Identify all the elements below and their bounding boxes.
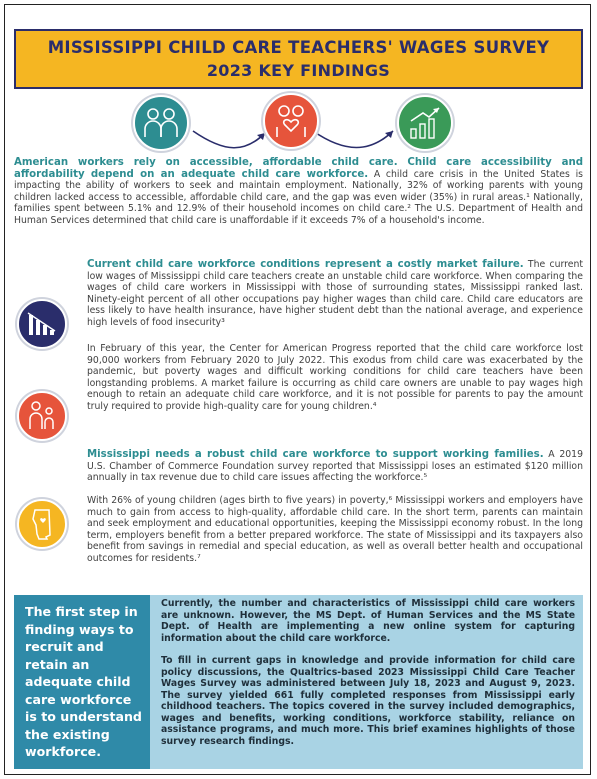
section-workforce-needs	[87, 449, 583, 484]
intro-body: A child care crisis in the United States is impacting the ability of workers to seek and maintain employment. Nationally, 32% of working parents with young children lacked access to accessible, affordable child care, and the gap was even wider (35%) in rural areas.¹ Nationally, families spent between 5.1% and 12.9% of their household incomes on child care.² The U.S. Department of Health and Human Services determined that child care is unaffordable if it exceeds 7% of a household's income.	[14, 168, 583, 226]
parent-child-icon	[17, 391, 67, 441]
section3-lead: Mississippi needs a robust child care workforce to support working families.	[87, 449, 544, 460]
callout-box: The first step in finding ways to recruit and retain an adequate child care workforce is to understand the existing workforce.	[14, 595, 150, 769]
workers-icon	[133, 95, 189, 151]
intro-paragraph	[14, 157, 583, 227]
mississippi-map-icon	[17, 499, 67, 549]
growth-chart-icon	[397, 95, 453, 151]
title-banner	[14, 29, 583, 89]
section2-lead: Current child care workforce conditions represent a costly market failure.	[87, 259, 524, 270]
bottom-paragraph2: To fill in current gaps in knowledge and provide information for child care policy discussions, the Qualtrics-based 2023 Mississippi Child Care Teacher Wages Survey was administered between July 18, 2023 and August 9, 2023. The survey yielded 661 fully completed responses from Mississippi early childhood teachers. The topics covered in the survey included demographics, wages and benefits, working conditions, workforce stability, reliance on assistance programs, and much more. This brief examines highlights of those survey research findings.	[161, 655, 575, 747]
page-title: MISSISSIPPI CHILD CARE TEACHERS' WAGES SURVEY	[47, 38, 550, 57]
page-subtitle: 2023 KEY FINDINGS	[206, 61, 391, 80]
family-icon	[263, 93, 319, 149]
intro-lead: American workers rely on accessible, affordable child care. Child care accessibility and affordability depend on an adequate child care workforce.	[14, 157, 583, 180]
section-market-failure	[87, 259, 583, 329]
declining-chart-icon	[17, 299, 67, 349]
section3-body: A 2019 U.S. Chamber of Commerce Foundation survey reported that Mississippi loses an estimated $120 million annually in tax revenue due to child care issues affecting the workforce.⁵	[87, 449, 583, 484]
top-icon-row	[115, 93, 455, 155]
section3-paragraph2: With 26% of young children (ages birth to five years) in poverty,⁶ Mississippi workers and employers have much to gain from access to high-quality, affordable child care. In the short term, parents can maintain and seek employment and educational opportunities, keeping the Mississippi economy robust. In the long term, employers benefit from a better prepared workforce. The state of Mississippi and its taxpayers also benefit from savings in remedial and special education, as well as overall better health and occupational outcomes for residents.⁷	[87, 495, 583, 564]
bottom-paragraph1: Currently, the number and characteristics of Mississippi child care workers are unknown. However, the MS Dept. of Human Services and the MS State Dept. of Health are implementing a new online system for capturing information about the child care workforce.	[161, 598, 575, 644]
section2-paragraph2: In February of this year, the Center for American Progress reported that the child care workforce lost 90,000 workers from February 2020 to July 2022. This exodus from child care was exacerbated by the pandemic, but poverty wages and difficult working conditions for child care teachers have been longstanding problems. A market failure is occurring as child care owners are unable to pay wages high enough to retain an adequate child care workforce, and it is not possible for parents to pay the amount truly required to provide high-quality care for young children.⁴	[87, 343, 583, 412]
section2-body: The current low wages of Mississippi child care teachers create an unstable child care workforce. When comparing the wages of child care workers in Mississippi with those of surrounding states, Mississippi ranked last. Ninety-eight percent of all other occupations pay higher wages than child care. Child care educators are less likely to have health insurance, have higher student debt than the national average, and experience high levels of food insecurity³	[87, 259, 583, 328]
document-page	[4, 4, 591, 775]
